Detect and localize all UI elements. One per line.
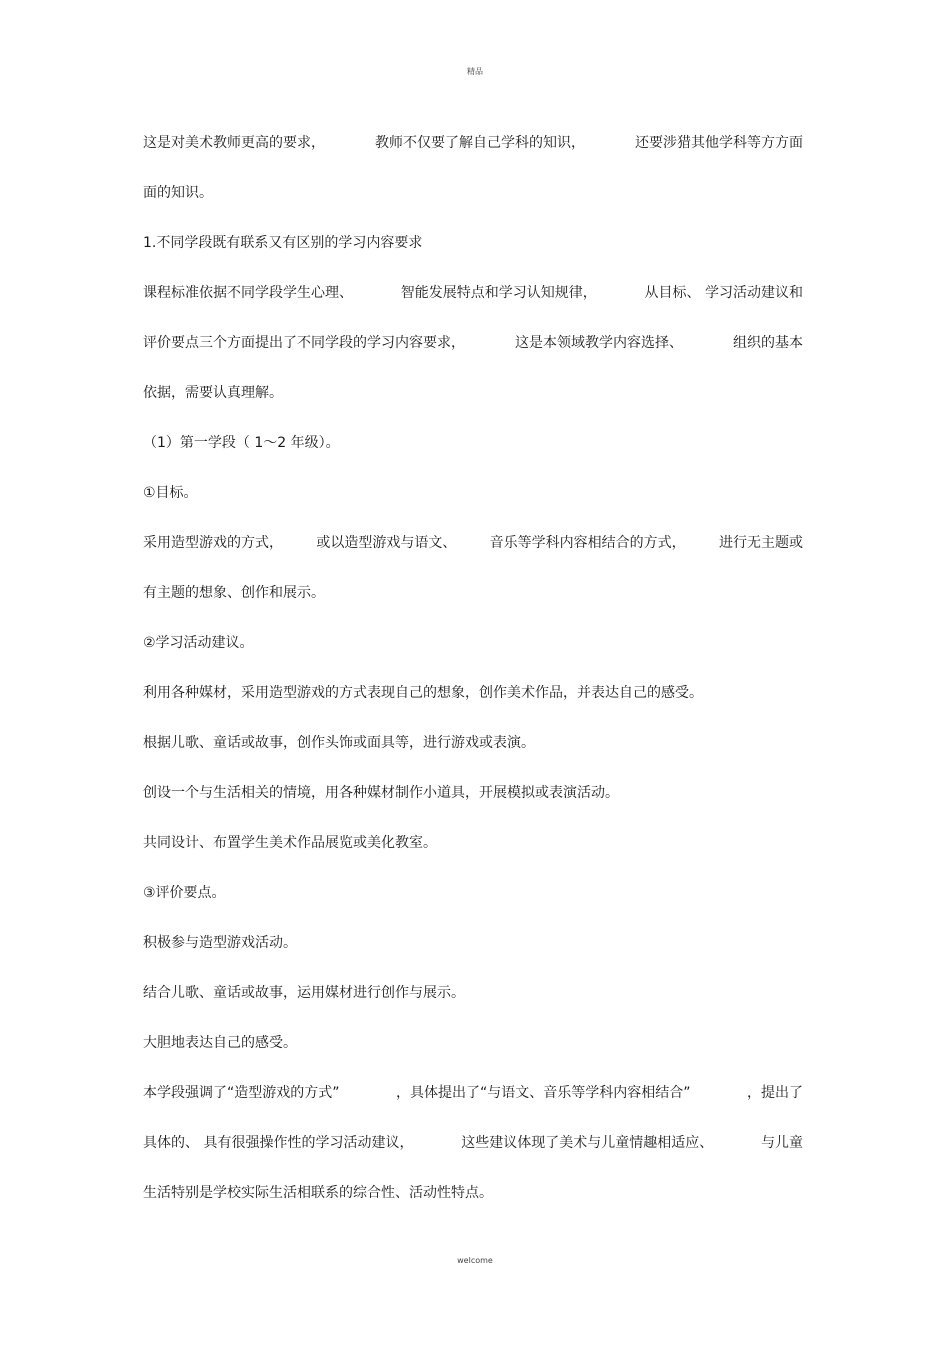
summary-line-3: 生活特别是学校实际生活相联系的综合性、活动性特点。 [143,1185,493,1201]
text-segment: 与儿童 [760,1135,803,1151]
section-heading: 1.不同学段既有联系又有区别的学习内容要求 [143,235,423,251]
goal-title: ①目标。 [143,485,198,501]
paragraph-2-line-2 [143,333,803,353]
page-header: 精品 [467,67,483,76]
text-segment: 进行无主题或 [718,535,803,551]
goal-line-2: 有主题的想象、创作和展示。 [143,585,325,601]
text-segment: 音乐等学科内容相结合的方式， [489,535,686,551]
text-segment: 从目标、 学习活动建议和 [644,285,803,301]
paragraph-1-line-2: 面的知识。 [143,185,213,201]
paragraph-2-line-1 [143,283,803,303]
goal-line-1 [143,533,803,553]
text-segment: 评价要点三个方面提出了不同学段的学习内容要求， [143,335,465,351]
text-segment: 这是对美术教师更高的要求， [143,135,325,151]
paragraph-1-line-1 [143,133,803,153]
summary-line-1 [143,1083,803,1103]
text-segment: ，提出了 [747,1085,803,1101]
activity-item: 根据儿歌、童话或故事，创作头饰或面具等，进行游戏或表演。 [143,735,535,751]
stage-heading: （1）第一学段（ 1～2 年级）。 [143,435,340,451]
text-segment: ，具体提出了“与语文、音乐等学科内容相结合” [396,1085,691,1101]
text-segment: 本学段强调了“造型游戏的方式” [143,1085,340,1101]
eval-item: 积极参与造型游戏活动。 [143,935,297,951]
activity-item: 创设一个与生活相关的情境，用各种媒材制作小道具，开展模拟或表演活动。 [143,785,619,801]
activity-item: 共同设计、布置学生美术作品展览或美化教室。 [143,835,437,851]
text-segment: 这些建议体现了美术与儿童情趣相适应、 [461,1135,714,1151]
activity-title: ②学习活动建议。 [143,635,254,651]
text-segment: 智能发展特点和学习认知规律， [400,285,597,301]
eval-item: 结合儿歌、童话或故事，运用媒材进行创作与展示。 [143,985,465,1001]
eval-title: ③评价要点。 [143,885,226,901]
text-segment: 课程标准依据不同学段学生心理、 [143,285,353,301]
text-segment: 组织的基本 [733,335,803,351]
text-segment: 这是本领域教学内容选择、 [515,335,683,351]
activity-item: 利用各种媒材，采用造型游戏的方式表现自己的想象，创作美术作品，并表达自己的感受。 [143,685,703,701]
text-segment: 具体的、 具有很强操作性的学习活动建议， [143,1135,414,1151]
page-footer: welcome [457,1256,493,1265]
text-segment: 采用造型游戏的方式， [143,535,283,551]
text-segment: 教师不仅要了解自己学科的知识， [375,135,585,151]
summary-line-2 [143,1133,803,1153]
text-segment: 还要涉猎其他学科等方方面 [635,135,803,151]
eval-item: 大胆地表达自己的感受。 [143,1035,297,1051]
text-segment: 或以造型游戏与语文、 [316,535,457,551]
paragraph-2-line-3: 依据，需要认真理解。 [143,385,283,401]
